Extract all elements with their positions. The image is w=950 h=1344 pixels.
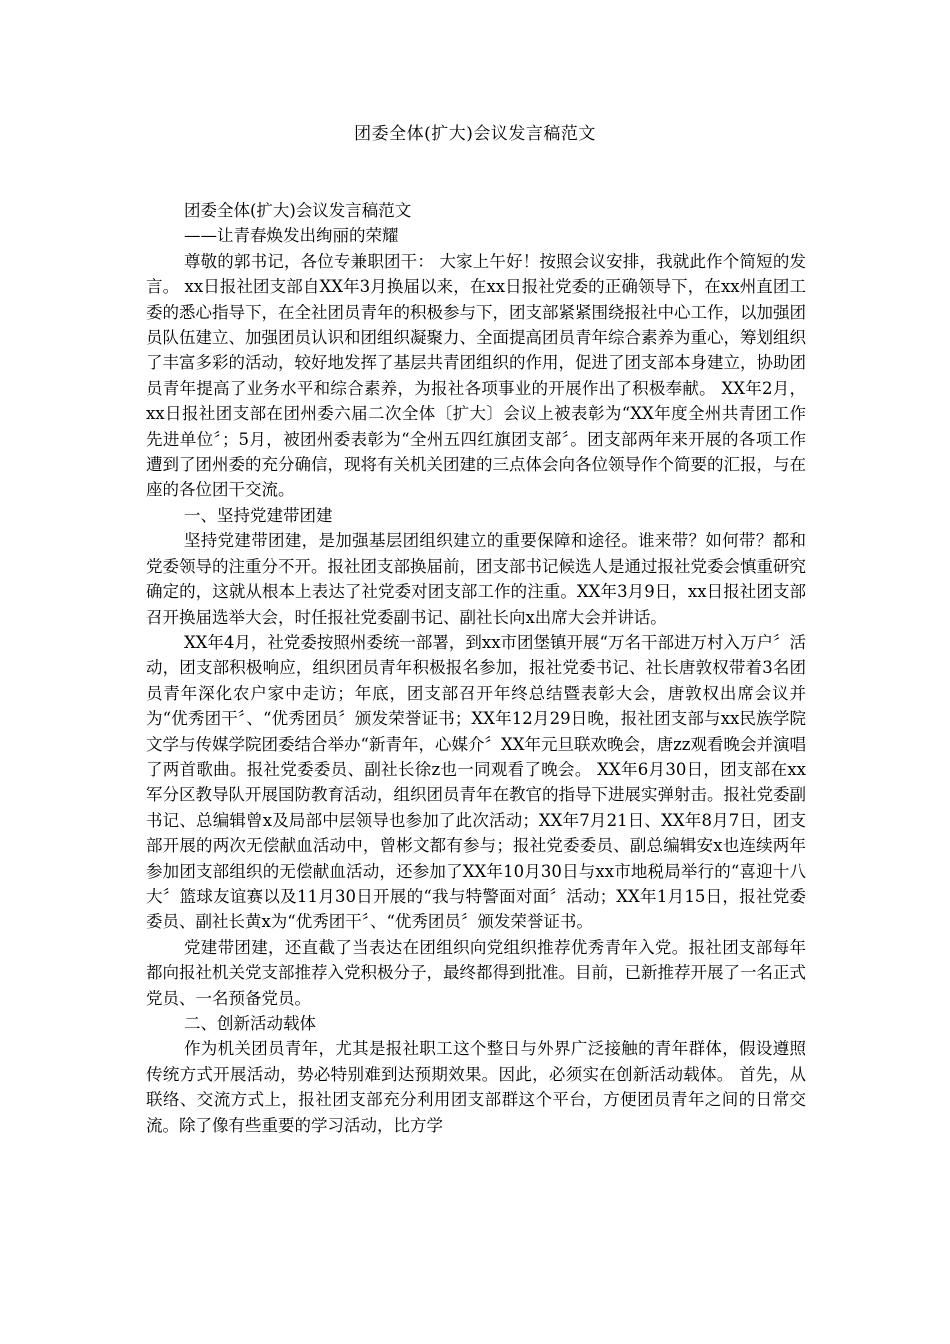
slogan-line: ——让青春焕发出绚丽的荣耀 (183, 226, 399, 246)
section-heading: 二、创新活动载体 (183, 1014, 316, 1033)
document-title: 团委全体(扩大)会议发言稿范文 (354, 124, 596, 144)
section-heading: 一、坚持党建带团建 (183, 505, 333, 525)
body-paragraph: 尊敬的郭书记，各位专兼职团干： 大家上午好！按照会议安排，我就此作个简短的发言。 xx日报社团支部自XX年3月换届以来，在xx日报社党委的正确领导下，在xx州直团工委的悉心指导下，在全社团员青年的积极参与下，团支部紧紧围绕报社中心工作，以加强团员队伍建立、加强团员认识和团组织凝聚力、全面提高团员青年综合素养为重心，筹划组织了丰富多彩的活动，较好地发挥了基层共青团组织的作用，促进了团支部本身建立，协助团员青年提高了业务水平和综合素养，为报社各项事业的开展作出了积极奉献。 XX年2月，xx日报社团支部在团州委六届二次全体〔扩大〕会议上被表彰为“XX年度全州共青团工作先进单位〞；5月，被团州委表彰为“全州五四红旗团支部〞。团支部两年来开展的各项工作遭到了团州委的充分确信，现将有关机关团建的三点体会向各位领导作个简要的汇报，与在座的各位团干交流。 (146, 251, 806, 500)
body-paragraph: 党建带团建，还直截了当表达在团组织向党组织推荐优秀青年入党。报社团支部每年都向报社机关党支部推荐入党积极分子，最终都得到批准。目前，已新推荐开展了一名正式党员、一名预备党员。 (146, 937, 806, 1008)
document-body (146, 198, 806, 1138)
body-paragraph: 作为机关团员青年，尤其是报社职工这个整日与外界广泛接触的青年群体，假设遵照传统方式开展活动，势必特别难到达预期效果。因此，必须实在创新活动载体。 首先，从联络、交流方式上，报社团支部充分利用团支部群这个平台，方便团员青年之间的日常交流。除了像有些重要的学习活动，比方学 (146, 1039, 806, 1135)
subtitle-line: 团委全体(扩大)会议发言稿范文 (183, 201, 412, 220)
body-paragraph: 坚持党建带团建，是加强基层团组织建立的重要保障和途径。谁来带？如何带？都和党委领导的注重分不开。报社团支部换届前，团支部书记候选人是通过报社党委会慎重研究确定的，这就从根本上表达了社党委对团支部工作的注重。XX年3月9日，xx日报社团支部召开换届选举大会，时任报社党委副书记、副社长向x出席大会并讲话。 (146, 531, 806, 627)
body-paragraph: XX年4月，社党委按照州委统一部署，到xx市团堡镇开展“万名干部进万村入万户〞活动，团支部积极响应，组织团员青年积极报名参加，报社党委书记、社长唐敦权带着3名团员青年深化农户家中走访；年底，团支部召开年终总结暨表彰大会，唐敦权出席会议并为“优秀团干〞、“优秀团员〞颁发荣誉证书；XX年12月29日晚，报社团支部与xx民族学院文学与传媒学院团委结合举办“新青年，心媒介〞XX年元旦联欢晚会，唐zz观看晚会并演唱了两首歌曲。报社党委委员、副社长徐z也一同观看了晚会。 XX年6月30日，团支部在xx军分区教导队开展国防教育活动，组织团员青年在教官的指导下进展实弹射击。报社党委副书记、总编辑曾x及局部中层领导也参加了此次活动；XX年7月21日、XX年8月7日，团支部开展的两次无偿献血活动中，曾彬文都有参与；报社党委委员、副总编辑安x也连续两年参加团支部组织的无偿献血活动，还参加了XX年10月30日与xx市地税局举行的“喜迎十八大〞篮球友谊赛以及11月30日开展的“我与特警面对面〞活动；XX年1月15日，报社党委委员、副社长黄x为“优秀团干〞、“优秀团员〞颁发荣誉证书。 (146, 632, 806, 932)
